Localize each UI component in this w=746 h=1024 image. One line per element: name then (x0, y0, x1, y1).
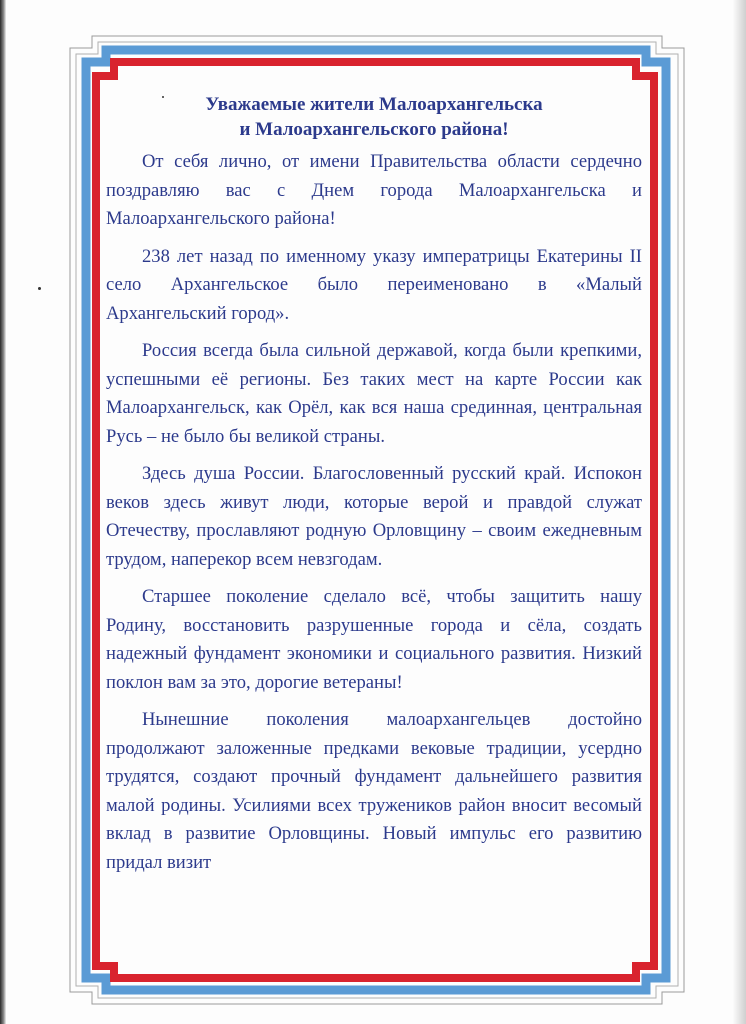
paragraph-5: Старшее поколение сделало всё, чтобы защитить нашу Родину, восстановить разрушенные города и сёла, создать надежный фундамент экономики и социального развития. Низкий поклон вам за это, дорогие ветераны! (106, 586, 642, 693)
paragraph-1: От себя лично, от имени Правительства области сердечно поздравляю вас с Днем города Малоархангельска и Малоархангельского района! (106, 151, 642, 229)
paragraph-6: Нынешние поколения малоархангельцев достойно продолжают заложенные предками вековые традиции, усердно трудятся, создают прочный фундамент дальнейшего развития малой родины. Усилиями всех тружеников район вносит весомый вклад в развитие Орловщины. Новый импульс его развитию придал визит (106, 709, 642, 873)
title-line-1: Уважаемые жители Малоархангельска (205, 94, 543, 115)
paragraph-4: Здесь душа России. Благословенный русский край. Испокон веков здесь живут люди, которые верой и правдой служат Отечеству, прославляют родную Орловщину – своим ежедневным трудом, наперекор всем невзгодам. (106, 463, 642, 570)
letter-title (106, 92, 642, 142)
scan-speck (38, 287, 41, 290)
title-line-2: и Малоархангельского района! (239, 119, 509, 140)
letter-body (106, 92, 642, 886)
paragraph-3: Россия всегда была сильной державой, когда были крепкими, успешными её регионы. Без таких мест на карте России как Малоархангельск, как Орёл, как вся наша срединная, центральная Русь – не было бы великой страны. (106, 340, 642, 447)
paragraph-2: 238 лет назад по именному указу императрицы Екатерины II село Архангельское было переименовано в «Малый Архангельский город». (106, 245, 642, 324)
